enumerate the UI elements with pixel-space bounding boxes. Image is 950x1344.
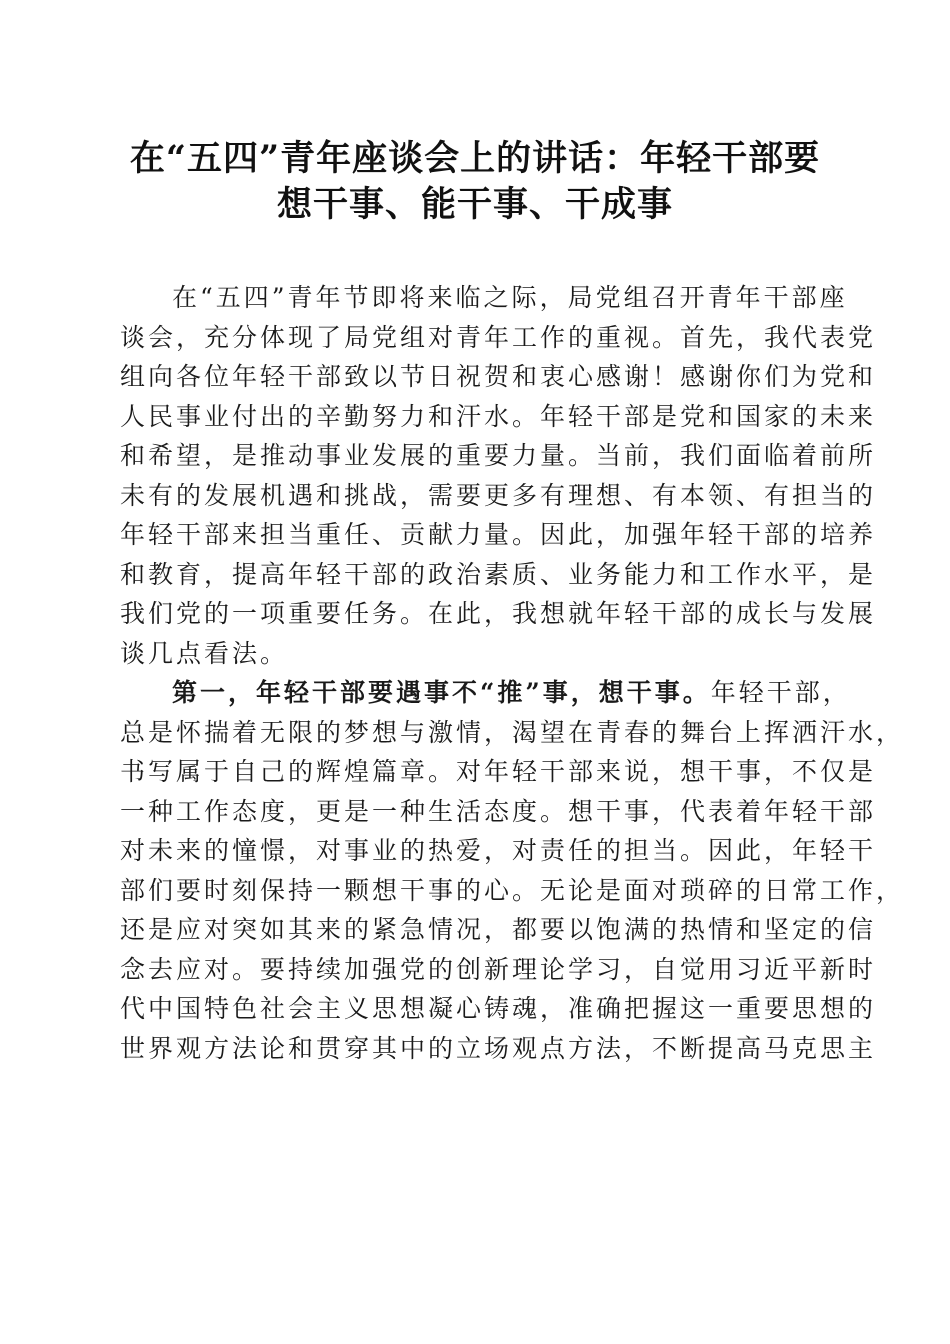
intro-paragraph [120,278,877,673]
paragraph-line: 对未来的憧憬，对事业的热爱，对责任的担当。因此，年轻干 [120,836,877,865]
paragraph-line: 部们要时刻保持一颗想干事的心。无论是面对琐碎的日常工作， [120,875,905,905]
paragraph-line: 念去应对。要持续加强党的创新理论学习，自觉用习近平新时 [120,954,877,984]
paragraph-line: 代中国特色社会主义思想凝心铸魂，准确把握这一重要思想的 [120,994,877,1023]
paragraph-line: 未有的发展机遇和挑战，需要更多有理想、有本领、有担当的 [120,480,877,510]
paragraph-line: 在“五四”青年节即将来临之际，局党组召开青年干部座 [172,283,848,312]
point-one-paragraph [120,673,905,1068]
paragraph-line: 人民事业付出的辛勤努力和汗水。年轻干部是党和国家的未来 [120,401,877,431]
paragraph-line: 书写属于自己的辉煌篇章。对年轻干部来说，想干事，不仅是 [120,757,877,786]
paragraph-line: 我们党的一项重要任务。在此，我想就年轻干部的成长与发展 [120,599,877,628]
paragraph-line: 谈会，充分体现了局党组对青年工作的重视。首先，我代表党 [120,322,877,352]
paragraph-line: 和教育，提高年轻干部的政治素质、业务能力和工作水平，是 [120,559,877,589]
paragraph-text: 年轻干部， [710,678,851,707]
title-line: 在“五四”青年座谈会上的讲话：年轻干部要 [129,138,821,179]
paragraph-line: 还是应对突如其来的紧急情况，都要以饱满的热情和坚定的信 [120,915,877,944]
paragraph-line: 世界观方法论和贯穿其中的立场观点方法，不断提高马克思主 [120,1033,877,1063]
paragraph-line [120,673,851,713]
point-one-heading: 第一，年轻干部要遇事不“推”事，想干事。 [172,678,711,707]
paragraph-line: 组向各位年轻干部致以节日祝贺和衷心感谢！感谢你们为党和 [120,362,877,391]
paragraph-line: 一种工作态度，更是一种生活态度。想干事，代表着年轻干部 [120,796,877,826]
document-title [110,136,840,228]
paragraph-line: 年轻干部来担当重任、贡献力量。因此，加强年轻干部的培养 [120,520,877,549]
paragraph-line: 总是怀揣着无限的梦想与激情，渴望在青春的舞台上挥洒汗水， [120,717,905,747]
document-body [120,278,905,1068]
paragraph-line: 谈几点看法。 [120,638,289,668]
paragraph-line: 和希望，是推动事业发展的重要力量。当前，我们面临着前所 [120,441,877,470]
title-line: 想干事、能干事、干成事 [276,184,673,225]
